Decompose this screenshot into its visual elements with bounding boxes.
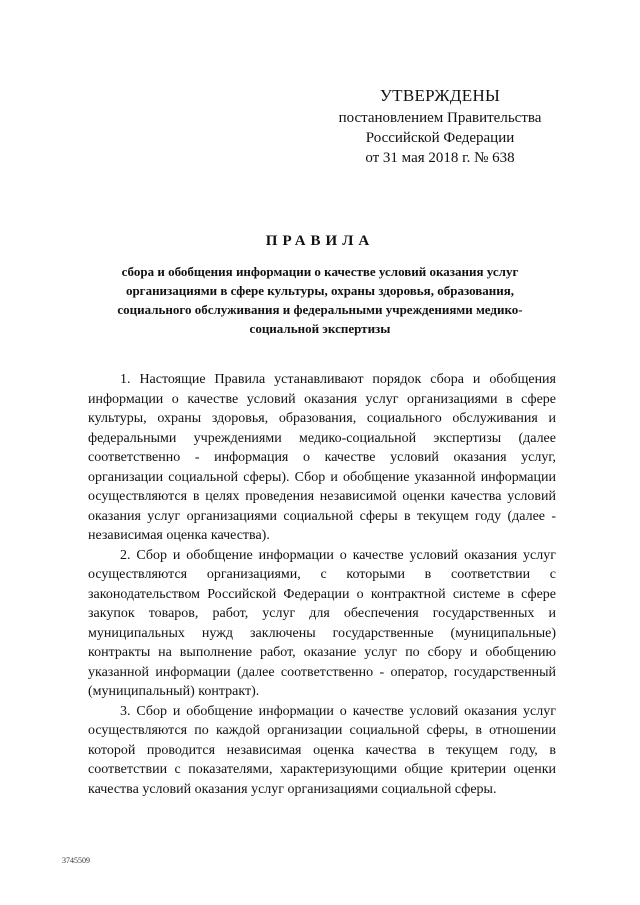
paragraph-1: 1. Настоящие Правила устанавливают порядок сбора и обобщения информации о качестве условий оказания услуг организациями в сфере культуры, охраны здоровья, образования, социального обслуживания и федеральными учреждениями медико-социальной экспертизы (далее соответственно - информация о качестве условий оказания услуг, организации социальной сферы). Сбор и обобщение указанной информации осуществляются в целях проведения независимой оценки качества условий оказания услуг организациями социальной сферы в текущем году (далее - независимая оценка качества). [88,372,556,543]
paragraph-3: 3. Сбор и обобщение информации о качестве условий оказания услуг осуществляются по каждой организации социальной сферы, в отношении которой проводится независимая оценка качества в текущем году, в соответствии с показателями, характеризующими общие критерии оценки качества условий оказания услуг организациями социальной сферы. [88,703,556,797]
approval-line-date-number: от 31 мая 2018 г. № 638 [365,150,515,166]
rules-subtitle: сбора и обобщения информации о качестве условий оказания услуг организациями в сфере культуры, охраны здоровья, образования, социального обслуживания и федеральными учреждениями медико-социальной экспертизы [117,264,523,336]
approval-stamp-block [320,86,560,168]
document-number: 3745509 [62,856,90,865]
approval-line-country: Российской Федерации [365,130,515,146]
rules-title: ПРАВИЛА [265,233,375,249]
approval-heading: УТВЕРЖДЕНЫ [379,86,501,105]
paragraph-2: 2. Сбор и обобщение информации о качестве условий оказания услуг осуществляются организациями, с которыми в соответствии с законодательством Российской Федерации о контрактной системе в сфере закупок товаров, работ, услуг для обеспечения государственных и муниципальных нужд заключены государственные (муниципальные) контракты на выполнение работ, оказание услуг по сбору и обобщению указанной информации (далее соответственно - оператор, государственный (муниципальный) контракт). [88,547,556,699]
rules-body [88,370,556,799]
approval-line-decree: постановлением Правительства [338,110,542,126]
